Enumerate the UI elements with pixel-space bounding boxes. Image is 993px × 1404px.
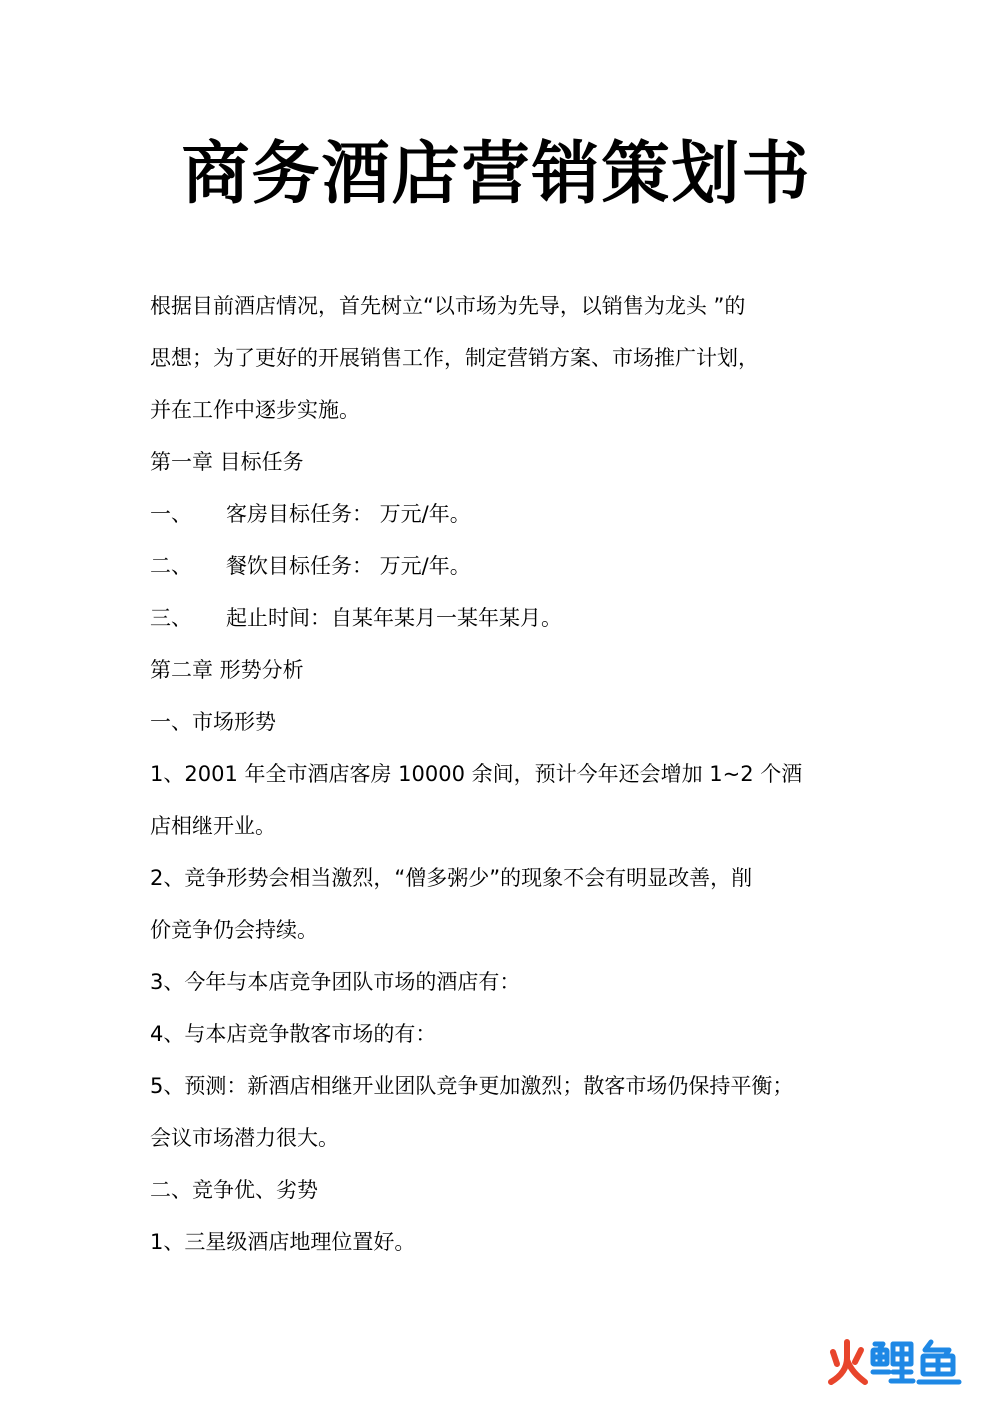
- item-text: 餐饮目标任务： 万元/年。: [226, 554, 471, 578]
- watermark-logo: [823, 1332, 973, 1392]
- paragraph-line: 1、三星级酒店地理位置好。: [150, 1230, 416, 1254]
- paragraph-line: 2、竞争形势会相当激烈，“僧多粥少”的现象不会有明显改善，削: [150, 866, 753, 890]
- paragraph-line: 5、预测：新酒店相继开业团队竞争更加激烈；散客市场仍保持平衡；: [150, 1074, 794, 1098]
- intro-line: 思想；为了更好的开展销售工作，制定营销方案、市场推广计划，: [150, 346, 759, 370]
- section-heading: 一、市场形势: [150, 710, 276, 734]
- chapter-heading: 第二章 形势分析: [150, 658, 304, 682]
- item-number: 三、: [150, 606, 192, 630]
- document-body: [150, 280, 850, 1268]
- intro-line: 根据目前酒店情况，首先树立“以市场为先导，以销售为龙头 ”的: [150, 294, 746, 318]
- paragraph-line: 价竞争仍会持续。: [150, 918, 318, 942]
- document-title: 商务酒店营销策划书: [181, 135, 812, 214]
- item-text: 客房目标任务： 万元/年。: [226, 502, 471, 526]
- section-heading: 二、竞争优、劣势: [150, 1178, 318, 1202]
- chapter-heading: 第一章 目标任务: [150, 450, 304, 474]
- huoliyu-logo-icon: [823, 1334, 973, 1390]
- item-number: 一、: [150, 502, 192, 526]
- item-text: 起止时间：自某年某月一某年某月。: [226, 606, 562, 630]
- paragraph-line: 店相继开业。: [150, 814, 276, 838]
- target-item: [150, 488, 850, 540]
- logo-li-glyph: [873, 1344, 913, 1381]
- paragraph-line: 3、今年与本店竞争团队市场的酒店有：: [150, 970, 521, 994]
- target-item: [150, 592, 850, 644]
- paragraph-line: 4、与本店竞争散客市场的有：: [150, 1022, 437, 1046]
- target-item: [150, 540, 850, 592]
- paragraph-line: 1、2001 年全市酒店客房 10000 余间，预计今年还会增加 1~2 个酒: [150, 762, 803, 786]
- item-number: 二、: [150, 554, 192, 578]
- logo-huo-glyph: [831, 1342, 865, 1382]
- logo-yu-glyph: [919, 1342, 959, 1382]
- paragraph-line: 会议市场潜力很大。: [150, 1126, 339, 1150]
- intro-line: 并在工作中逐步实施。: [150, 398, 360, 422]
